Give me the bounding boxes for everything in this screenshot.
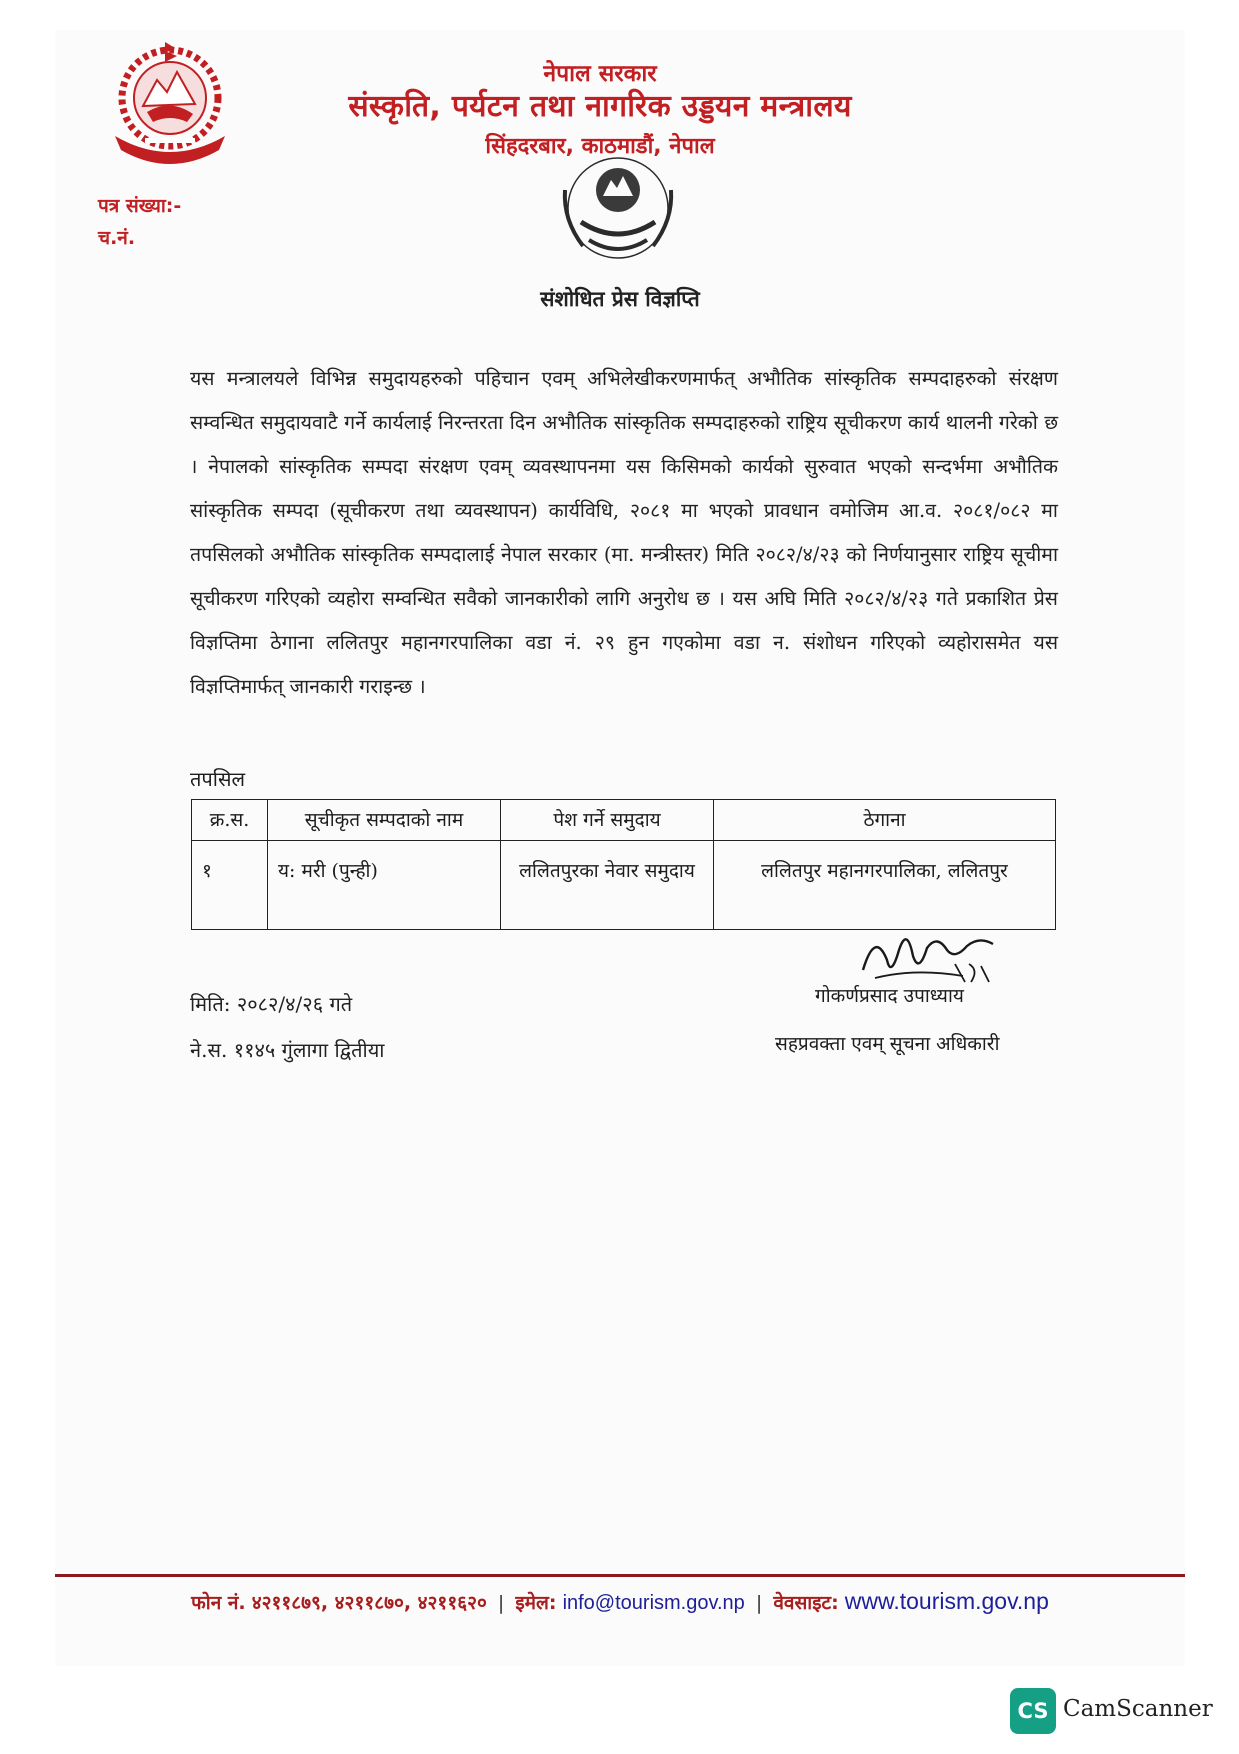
email-link[interactable]: info@tourism.gov.np xyxy=(562,1592,745,1614)
nepal-emblem-icon xyxy=(95,36,245,171)
phone-numbers: ४२११८७९, ४२११८७०, ४२११६२० xyxy=(251,1592,487,1614)
cell-heritage-name: य: मरी (पुन्ही) xyxy=(268,841,501,930)
schedule-label: तपसिल xyxy=(190,767,246,791)
heritage-schedule-table xyxy=(191,799,1056,930)
notice-title: संशोधित प्रेस विज्ञप्ति xyxy=(540,286,700,311)
notice-body: यस मन्त्रालयले विभिन्न समुदायहरुको पहिचान एवम् अभिलेखीकरणमार्फत् अभौतिक सांस्कृतिक सम्पदाहरुको संरक्षण सम्वन्धित समुदायवाटै गर्ने कार्यलाई निरन्तरता दिन अभौतिक सांस्कृतिक सम्पदाहरुको राष्ट्रिय सूचीकरण कार्य थालनी गरेको छ । नेपालको सांस्कृतिक सम्पदा संरक्षण एवम् व्यवस्थापनमा यस किसिमको कार्यको सुरुवात भएको सन्दर्भमा अभौतिक सांस्कृतिक सम्पदा (सूचीकरण तथा व्यवस्थापन) कार्यविधि, २०८१ मा भएको प्रावधान वमोजिम आ.व. २०८१/०८२ मा तपसिलको अभौतिक सांस्कृतिक सम्पदालाई नेपाल सरकार (मा. मन्त्रीस्तर) मिति २०८२/४/२३ को निर्णयानुसार राष्ट्रिय सूचीमा सूचीकरण गरिएको व्यहोरा सम्वन्धित सवैको जानकारीको लागि अनुरोध छ । यस अघि मिति २०८२/४/२३ गते प्रकाशित प्रेस विज्ञप्तिमा ठेगाना ललितपुर महानगरपालिका वडा नं. २९ हुन गएकोमा वडा न. संशोधन गरिएको व्यहोरासमेत यस विज्ञप्तिमार्फत् जानकारी गराइन्छ । xyxy=(190,367,1058,698)
letter-number-label: पत्र संख्या:- xyxy=(98,195,182,217)
table-header-row xyxy=(192,800,1056,841)
column-header-community: पेश गर्ने समुदाय xyxy=(501,800,714,841)
camscanner-logo-icon: CS xyxy=(1010,1688,1056,1734)
table-row xyxy=(192,841,1056,930)
cell-address: ललितपुर महानगरपालिका, ललितपुर xyxy=(714,841,1056,930)
cell-community: ललितपुरका नेवार समुदाय xyxy=(501,841,714,930)
government-name: नेपाल सरकार xyxy=(543,61,657,87)
website-link[interactable]: www.tourism.gov.np xyxy=(844,1588,1049,1614)
ministry-name: संस्कृति, पर्यटन तथा नागरिक उड्डयन मन्त्रालय xyxy=(348,89,852,124)
footer-separator: | xyxy=(755,1592,763,1614)
footer-divider xyxy=(55,1574,1185,1577)
signature-mark xyxy=(855,920,1005,990)
website-label: वेवसाइट: xyxy=(773,1592,839,1614)
issue-date: मिति: २०८२/४/२६ गते xyxy=(190,992,353,1016)
signatory-name: गोकर्णप्रसाद उपाध्याय xyxy=(815,985,964,1007)
column-header-address: ठेगाना xyxy=(714,800,1056,841)
phone-label: फोन नं. xyxy=(191,1592,246,1614)
footer-separator: | xyxy=(497,1592,505,1614)
email-label: इमेल: xyxy=(515,1592,557,1614)
column-header-heritage-name: सूचीकृत सम्पदाको नाम xyxy=(268,800,501,841)
nepal-sambat-date: ने.स. ११४५ गुंलागा द्वितीया xyxy=(190,1038,385,1062)
signatory-title: सहप्रवक्ता एवम् सूचना अधिकारी xyxy=(775,1033,1000,1055)
ministry-address: सिंहदरबार, काठमाडौं, नेपाल xyxy=(485,134,715,159)
cell-serial: १ xyxy=(192,841,268,930)
column-header-serial: क्र.स. xyxy=(192,800,268,841)
dispatch-number-label: च.नं. xyxy=(98,227,136,249)
ministry-stamp-icon xyxy=(553,150,683,270)
footer-contact xyxy=(55,1588,1185,1615)
camscanner-watermark: CamScanner xyxy=(1063,1696,1213,1722)
